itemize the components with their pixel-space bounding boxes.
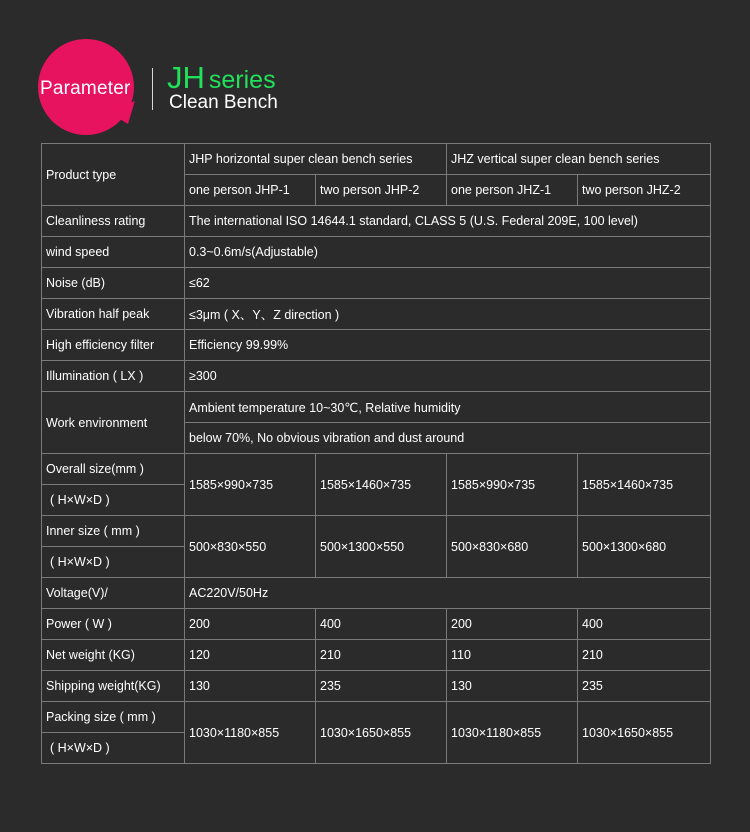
row-label: wind speed [42,237,185,268]
table-row-power [42,609,711,640]
row-label: Noise (dB) [42,268,185,299]
row-label: High efficiency filter [42,330,185,361]
table-row-inner-size [42,516,711,547]
size-cell: 500×1300×550 [316,516,447,578]
row-label-unit: ( H×W×D ) [42,733,185,764]
row-value: ≥300 [185,361,711,392]
series-code: JH [167,60,205,95]
table-row-net-weight [42,640,711,671]
row-label: Voltage(V)/ [42,578,185,609]
row-value: below 70%, No obvious vibration and dust around [185,423,711,454]
row-label: Vibration half peak [42,299,185,330]
size-cell: 1030×1180×855 [185,702,316,764]
size-cell: 1585×990×735 [185,454,316,516]
row-value: The international ISO 14644.1 standard, CLASS 5 (U.S. Federal 209E, 100 level) [185,206,711,237]
model-cell: two person JHP-2 [316,175,447,206]
series-word: series [208,66,276,94]
row-label: Work environment [42,392,185,454]
size-cell: 1585×1460×735 [316,454,447,516]
value-cell: 110 [447,640,578,671]
value-cell: 400 [578,609,711,640]
value-cell: 200 [447,609,578,640]
table-row-noise [42,268,711,299]
header-divider [152,68,153,110]
size-cell: 1030×1180×855 [447,702,578,764]
table-row-voltage [42,578,711,609]
row-value: ≤62 [185,268,711,299]
table-row-vibration [42,299,711,330]
row-value: Ambient temperature 10~30℃, Relative humidity [185,392,711,423]
value-cell: 400 [316,609,447,640]
row-label: Packing size ( mm ) [42,702,185,733]
row-label: Illumination ( LX ) [42,361,185,392]
model-cell: one person JHP-1 [185,175,316,206]
table-row-wind-speed [42,237,711,268]
value-cell: 130 [447,671,578,702]
table-row-work-env [42,392,711,423]
row-label: Product type [42,144,185,206]
jhp-series-header: JHP horizontal super clean bench series [185,144,447,175]
table-row-overall-size [42,454,711,485]
value-cell: 235 [316,671,447,702]
value-cell: 120 [185,640,316,671]
value-cell: 200 [185,609,316,640]
model-cell: two person JHZ-2 [578,175,711,206]
size-cell: 500×830×680 [447,516,578,578]
row-value: AC220V/50Hz [185,578,711,609]
table-row-product-type [42,144,711,175]
row-label: Net weight (KG) [42,640,185,671]
row-value: 0.3~0.6m/s(Adjustable) [185,237,711,268]
row-value: Efficiency 99.99% [185,330,711,361]
value-cell: 210 [578,640,711,671]
model-cell: one person JHZ-1 [447,175,578,206]
size-cell: 1585×1460×735 [578,454,711,516]
row-label: Shipping weight(KG) [42,671,185,702]
table-row-filter [42,330,711,361]
value-cell: 235 [578,671,711,702]
value-cell: 210 [316,640,447,671]
table-row-illumination [42,361,711,392]
size-cell: 1030×1650×855 [316,702,447,764]
size-cell: 500×830×550 [185,516,316,578]
size-cell: 500×1300×680 [578,516,711,578]
page-subtitle: Clean Bench [169,92,278,113]
row-label: Cleanliness rating [42,206,185,237]
row-label: Power ( W ) [42,609,185,640]
series-title [167,60,276,96]
badge-label: Parameter [40,78,131,99]
row-label: Overall size(mm ) [42,454,185,485]
spec-table [41,143,711,764]
size-cell: 1585×990×735 [447,454,578,516]
table-row-cleanliness [42,206,711,237]
table-row-packing-size [42,702,711,733]
jhz-series-header: JHZ vertical super clean bench series [447,144,711,175]
row-label-unit: ( H×W×D ) [42,547,185,578]
size-cell: 1030×1650×855 [578,702,711,764]
value-cell: 130 [185,671,316,702]
row-label-unit: ( H×W×D ) [42,485,185,516]
row-label: Inner size ( mm ) [42,516,185,547]
row-value: ≤3μm ( X、Y、Z direction ) [185,299,711,330]
table-row-shipping-weight [42,671,711,702]
